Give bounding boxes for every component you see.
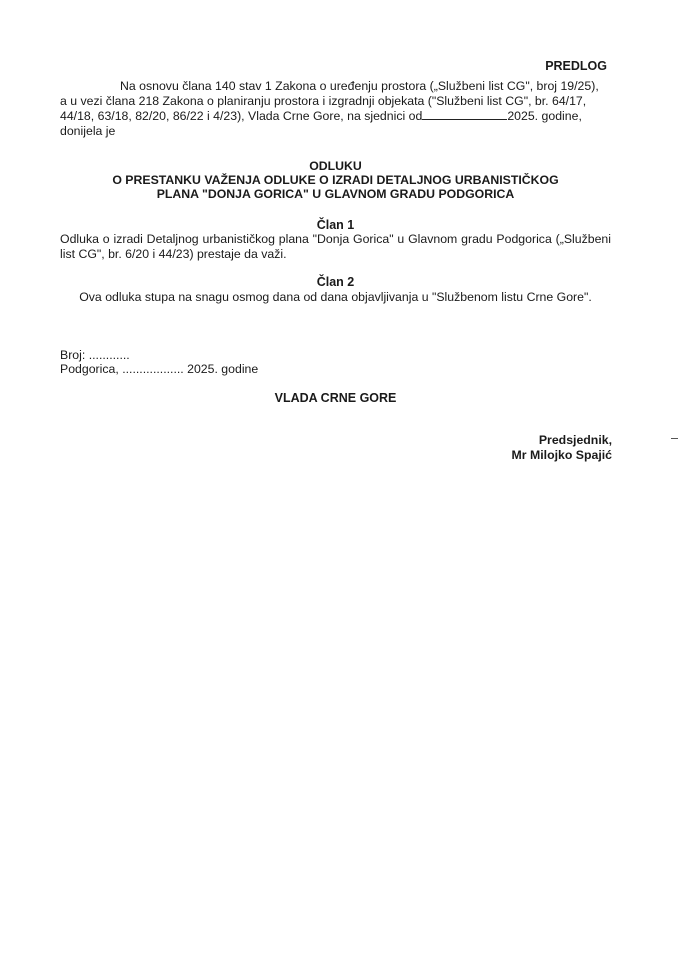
preamble — [60, 79, 611, 139]
place-date: Podgorica, .................. 2025. godine — [60, 362, 259, 376]
reference-number: Broj: ............ — [60, 348, 130, 362]
signature-block — [497, 433, 612, 463]
preamble-line-3-end: 2025. godine, — [507, 109, 582, 123]
date-blank — [422, 109, 507, 120]
signer-title: Predsjednik, — [538, 433, 612, 447]
government-name: VLADA CRNE GORE — [274, 391, 397, 405]
preamble-line-4: donijela je — [60, 124, 116, 138]
title-line-2: O PRESTANKU VAŽENJA ODLUKE O IZRADI DETALJNOG URBANISTIČKOG — [112, 173, 559, 187]
signer-name: Mr Milojko Spajić — [511, 448, 612, 462]
title-line-3: PLANA "DONJA GORICA" U GLAVNOM GRADU PODGORICA — [156, 187, 515, 201]
preamble-line-2: a u vezi člana 218 Zakona o planiranju prostora i izgradnji objekata ("Službeni list CG", br. 64/17, — [60, 94, 587, 108]
decision-title — [60, 159, 611, 201]
article-2-text: Ova odluka stupa na snagu osmog dana od dana objavljivanja u "Službenom listu Crne Gore". — [79, 290, 592, 304]
title-line-1: ODLUKU — [309, 159, 362, 173]
article-2-heading: Član 2 — [316, 275, 355, 289]
scan-edge-mark — [671, 438, 678, 439]
article-1-heading: Član 1 — [316, 218, 355, 232]
document-label: PREDLOG — [545, 59, 607, 73]
preamble-line-3 — [60, 109, 611, 124]
preamble-line-1: Na osnovu člana 140 stav 1 Zakona o uređenju prostora („Službeni list CG", broj 19/25), — [120, 79, 599, 93]
article-1-text: Odluka o izradi Detaljnog urbanističkog plana "Donja Gorica" u Glavnom gradu Podgorica („Službeni list CG", br. 6/20 i 44/23) prestaje da važi. — [60, 232, 611, 261]
preamble-line-3-text: 44/18, 63/18, 82/20, 86/22 i 4/23), Vlada Crne Gore, na sjednici od — [60, 109, 423, 123]
